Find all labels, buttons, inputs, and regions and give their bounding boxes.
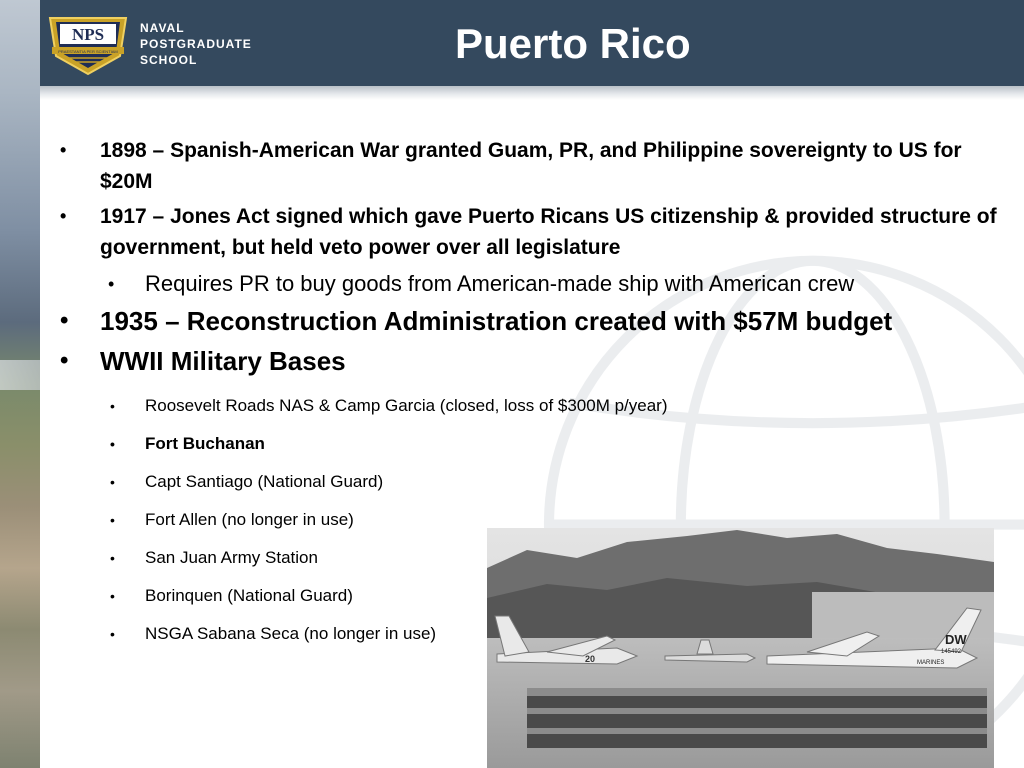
base-text: NSGA Sabana Seca (no longer in use) <box>145 624 437 643</box>
base-item: • Borinquen (National Guard) <box>110 586 353 605</box>
bullet-1917: • 1917 – Jones Act signed which gave Puerto Ricans US citizenship & provided structure of government, but held veto power over all legislature <box>60 205 997 259</box>
base-text: Fort Buchanan <box>145 434 265 453</box>
left-photo-strip <box>0 0 40 768</box>
bullet-text: 1935 – Reconstruction Administration created with $57M budget <box>100 306 893 336</box>
base-text: San Juan Army Station <box>145 548 318 567</box>
military-base-photo <box>487 528 994 768</box>
base-text: Borinquen (National Guard) <box>145 586 353 605</box>
jet-right-code: DW <box>945 632 967 647</box>
base-item: • Fort Buchanan <box>110 434 265 453</box>
logo-text: NPS <box>71 25 105 44</box>
bullet-1935: • 1935 – Reconstruction Administration created with $57M budget <box>60 306 893 336</box>
base-item: • Capt Santiago (National Guard) <box>110 472 384 491</box>
base-item: • Roosevelt Roads NAS & Camp Garcia (closed, loss of $300M p/year) <box>110 396 668 415</box>
sub-bullet-jones-act: • Requires PR to buy goods from American-made ship with American crew <box>108 271 855 296</box>
jet-right-number: 145492 <box>941 649 962 655</box>
org-line: NAVAL <box>140 21 185 35</box>
jet-left-code: 20 <box>585 654 596 664</box>
nps-logo-badge <box>46 12 130 76</box>
base-item: • Fort Allen (no longer in use) <box>110 510 354 529</box>
strip-watermark <box>0 360 40 390</box>
base-item: • NSGA Sabana Seca (no longer in use) <box>110 624 437 643</box>
base-item: • San Juan Army Station <box>110 548 318 567</box>
logo-motto: PRAESTANTIA PER SCIENTIAM <box>58 49 118 54</box>
page-title: Puerto Rico <box>455 20 691 67</box>
org-name <box>140 20 252 68</box>
base-text: Roosevelt Roads NAS & Camp Garcia (closed, loss of $300M p/year) <box>145 396 668 415</box>
base-text: Capt Santiago (National Guard) <box>145 472 384 491</box>
jet-right-label: MARINES <box>917 660 945 666</box>
photo-illustration <box>487 528 994 768</box>
org-line: SCHOOL <box>140 53 198 67</box>
bullet-wwii: • WWII Military Bases <box>60 346 346 376</box>
bullet-text: 1917 – Jones Act signed which gave Puerto Ricans US citizenship & provided structure of government, but held veto power over all legislature <box>100 205 997 259</box>
base-text: Fort Allen (no longer in use) <box>145 510 354 529</box>
bullet-1898: • 1898 – Spanish-American War granted Guam, PR, and Philippine sovereignty to US for $20M <box>60 139 962 193</box>
bullet-text: Requires PR to buy goods from American-made ship with American crew <box>145 271 855 296</box>
org-line: POSTGRADUATE <box>140 37 252 51</box>
bullet-text: 1898 – Spanish-American War granted Guam, PR, and Philippine sovereignty to US for $20M <box>100 139 962 193</box>
bullet-text: WWII Military Bases <box>100 346 346 376</box>
header-shadow <box>40 86 1024 100</box>
